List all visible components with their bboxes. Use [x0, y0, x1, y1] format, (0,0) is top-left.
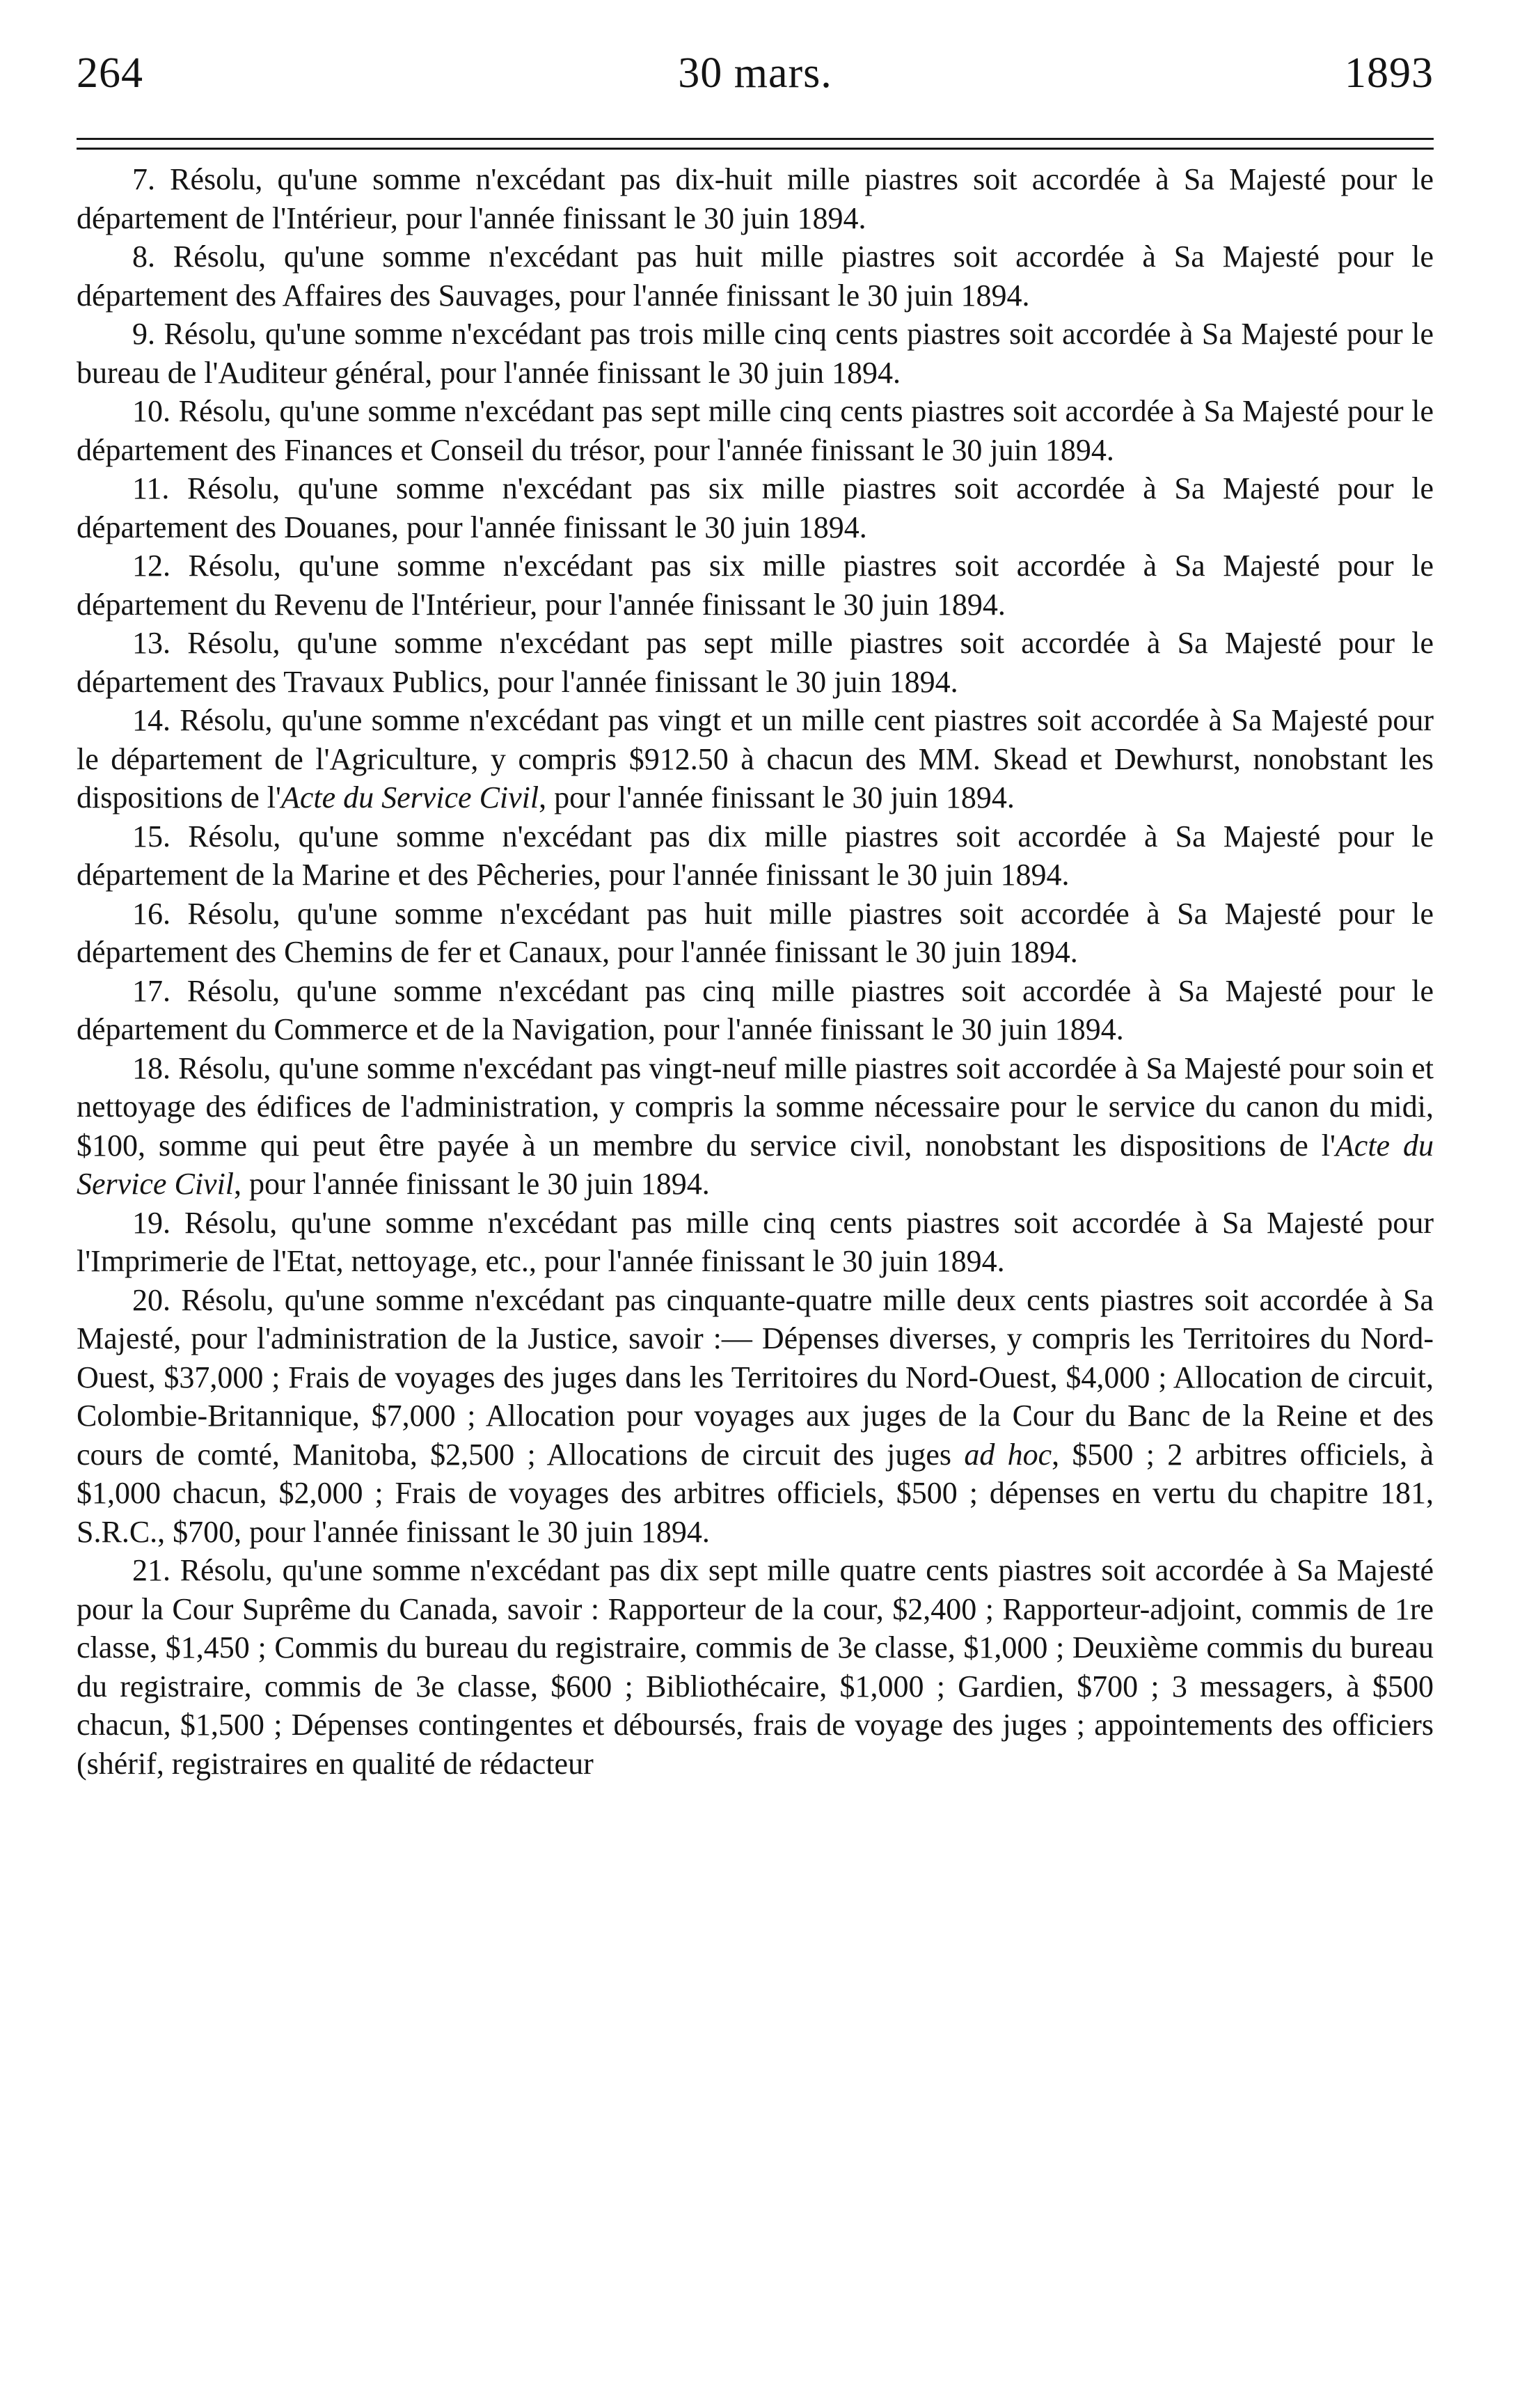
resolution-17: 17. Résolu, qu'une somme n'excédant pas cinq mille piastres soit accordée à Sa Majesté pour le département du Commerce et de la Navigation, pour l'année finissant le 30 juin 1894.: [77, 973, 1434, 1046]
resolution-20-text: 20. Résolu, qu'une somme n'excédant pas cinquante-quatre mille deux cents piastres soit accordée à Sa Majesté, pour l'administration de la Justice, savoir :— Dépenses diverses, y compris les Territoires du Nord-Ouest, $37,000 ; Frais de voyages des juges dans les Territoires du Nord-Ouest, $4,000 ; Allocation de circuit, Colombie-Britannique, $7,000 ; Allocation pour voyages aux juges de la Cour du Banc de la Reine et des cours de comté, Manitoba, $2,500 ; Allocations de circuit des juges: [77, 1282, 1434, 1472]
resolution-20-ad-hoc: ad hoc: [964, 1437, 1052, 1472]
header-date: 30 mars.: [678, 49, 832, 97]
document-body: [77, 160, 1434, 1783]
resolution-20: [77, 1281, 1434, 1552]
resolution-14: [77, 701, 1434, 817]
resolution-14-text: 14. Résolu, qu'une somme n'excédant pas vingt et un mille cent piastres soit accordée à Sa Majesté pour le département de l'Agriculture, y compris $912.50 à chacun des MM. Skead et Dewhurst, nonobstant les dispositions de l': [77, 703, 1434, 815]
document-page: [77, 49, 1434, 2374]
resolution-18-text: 18. Résolu, qu'une somme n'excédant pas vingt-neuf mille piastres soit accordée à Sa Majesté pour soin et nettoyage des édifices de l'administration, y compris la somme nécessaire pour le service du canon du midi, $100, somme qui peut être payée à un membre du service civil, nonobstant les dispositions de l': [77, 1050, 1434, 1163]
resolution-8: 8. Résolu, qu'une somme n'excédant pas huit mille piastres soit accordée à Sa Majesté pour le département des Affaires des Sauvages, pour l'année finissant le 30 juin 1894.: [77, 239, 1434, 313]
header-year: 1893: [1345, 49, 1434, 97]
resolution-21: 21. Résolu, qu'une somme n'excédant pas dix sept mille quatre cents piastres soit accordée à Sa Majesté pour la Cour Suprême du Canada, savoir : Rapporteur de la cour, $2,400 ; Rapporteur-adjoint, commis de 1re classe, $1,450 ; Commis du bureau du registraire, commis de 3e classe, $1,000 ; Deuxième commis du bureau du registraire, commis de 3e classe, $600 ; Bibliothécaire, $1,000 ; Gardien, $700 ; 3 messagers, à $500 chacun, $1,500 ; Dépenses contingentes et déboursés, frais de voyage des juges ; appointements des officiers (shérif, registraires en qualité de rédacteur: [77, 1553, 1434, 1781]
resolution-10: 10. Résolu, qu'une somme n'excédant pas sept mille cinq cents piastres soit accordée à Sa Majesté pour le département des Finances et Conseil du trésor, pour l'année finissant le 30 juin 1894.: [77, 394, 1434, 467]
resolution-13: 13. Résolu, qu'une somme n'excédant pas sept mille piastres soit accordée à Sa Majesté pour le département des Travaux Publics, pour l'année finissant le 30 juin 1894.: [77, 626, 1434, 699]
resolution-18-text-end: , pour l'année finissant le 30 juin 1894.: [234, 1167, 710, 1201]
resolution-20-text-end: , $500 ; 2 arbitres officiels, à $1,000 chacun, $2,000 ; Frais de voyages des arbitres officiels, $500 ; dépenses en vertu du chapitre 181, S.R.C., $700, pour l'année finissant le 30 juin 1894.: [77, 1437, 1434, 1549]
resolution-15: 15. Résolu, qu'une somme n'excédant pas dix mille piastres soit accordée à Sa Majesté pour le département de la Marine et des Pêcheries, pour l'année finissant le 30 juin 1894.: [77, 819, 1434, 892]
resolution-12: 12. Résolu, qu'une somme n'excédant pas six mille piastres soit accordée à Sa Majesté pour le département du Revenu de l'Intérieur, pour l'année finissant le 30 juin 1894.: [77, 549, 1434, 622]
resolution-9: 9. Résolu, qu'une somme n'excédant pas trois mille cinq cents piastres soit accordée à Sa Majesté pour le bureau de l'Auditeur général, pour l'année finissant le 30 juin 1894.: [77, 317, 1434, 390]
resolution-19: 19. Résolu, qu'une somme n'excédant pas mille cinq cents piastres soit accordée à Sa Majesté pour l'Imprimerie de l'Etat, nettoyage, etc., pour l'année finissant le 30 juin 1894.: [77, 1205, 1434, 1278]
resolution-18-act-title: Acte du Service Civil: [77, 1128, 1434, 1201]
header-rule-top: [77, 138, 1434, 140]
resolution-16: 16. Résolu, qu'une somme n'excédant pas huit mille piastres soit accordée à Sa Majesté pour le département des Chemins de fer et Canaux, pour l'année finissant le 30 juin 1894.: [77, 896, 1434, 969]
header-double-rule: [77, 125, 1434, 160]
resolution-7: 7. Résolu, qu'une somme n'excédant pas dix-huit mille piastres soit accordée à Sa Majesté pour le département de l'Intérieur, pour l'année finissant le 30 juin 1894.: [77, 162, 1434, 235]
resolution-11: 11. Résolu, qu'une somme n'excédant pas six mille piastres soit accordée à Sa Majesté pour le département des Douanes, pour l'année finissant le 30 juin 1894.: [77, 471, 1434, 544]
page-number: 264: [77, 49, 143, 97]
resolution-14-text-end: , pour l'année finissant le 30 juin 1894.: [539, 780, 1015, 815]
resolution-18: [77, 1049, 1434, 1204]
running-header: [77, 49, 1434, 125]
resolution-14-act-title: Acte du Service Civil: [280, 780, 539, 815]
header-rule-bottom: [77, 148, 1434, 150]
